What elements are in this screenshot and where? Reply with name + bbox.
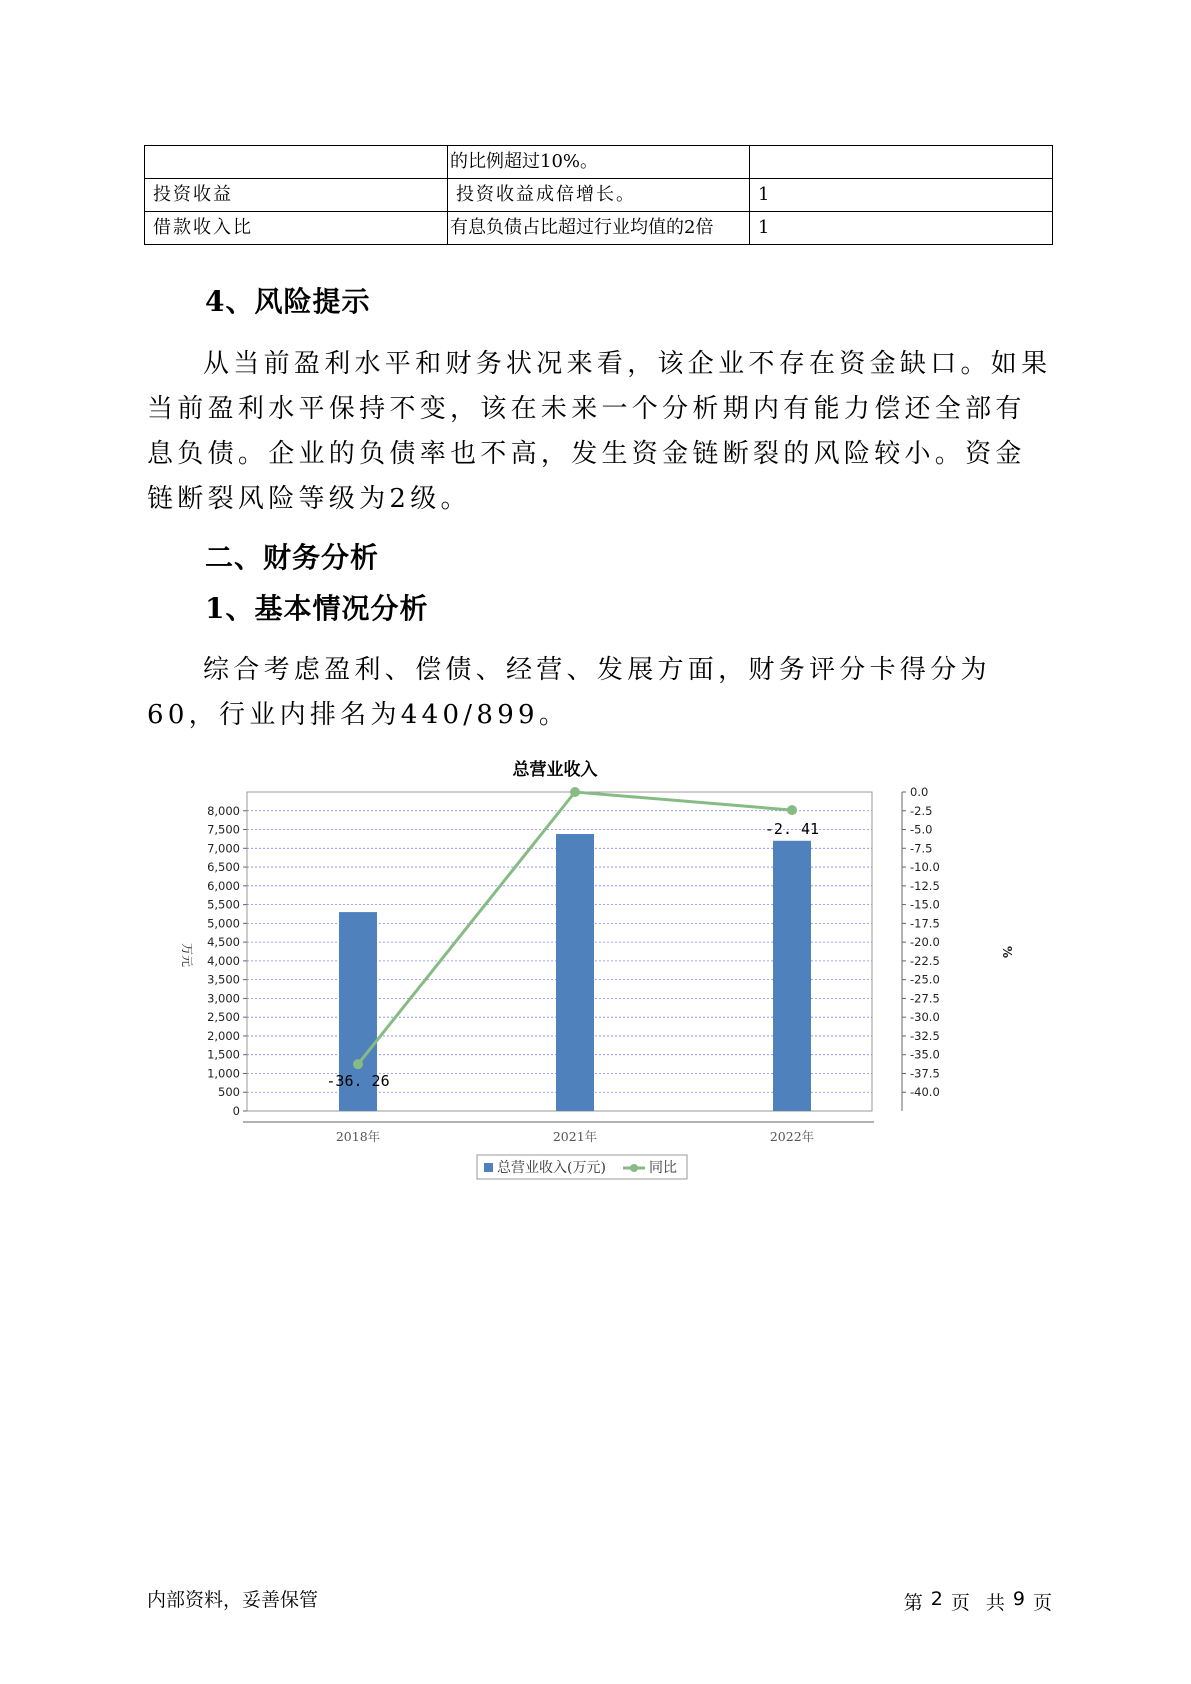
page-prefix: 第 bbox=[903, 1592, 923, 1614]
table-cell: 投资收益成倍增长。 bbox=[448, 179, 750, 212]
yoy-point bbox=[353, 1059, 363, 1069]
y-right-tick-label: -40.0 bbox=[910, 1085, 940, 1100]
yoy-point bbox=[570, 787, 580, 797]
yoy-point bbox=[787, 805, 797, 815]
revenue-bar bbox=[773, 841, 811, 1111]
data-label: -36. 26 bbox=[326, 1072, 390, 1091]
y-tick-label: 500 bbox=[218, 1085, 240, 1100]
y-tick-label: 1,500 bbox=[207, 1047, 240, 1062]
y-right-tick-label: -27.5 bbox=[910, 991, 940, 1006]
y-right-tick-label: -22.5 bbox=[910, 953, 940, 968]
legend-line-marker bbox=[630, 1164, 638, 1172]
page-suffix: 页 bbox=[1032, 1592, 1052, 1614]
table-cell: 投资收益 bbox=[145, 179, 448, 212]
revenue-chart-svg bbox=[175, 760, 1015, 1220]
y-axis-label: 万元 bbox=[180, 942, 194, 968]
legend-line-label: 同比 bbox=[649, 1160, 677, 1176]
table-cell: 借款收入比 bbox=[145, 212, 448, 245]
y-right-tick-label: -7.5 bbox=[910, 841, 933, 856]
y-tick-label: 6,000 bbox=[207, 878, 240, 893]
y-tick-label: 7,500 bbox=[207, 822, 240, 837]
y-right-tick-label: 0.0 bbox=[910, 785, 929, 799]
page-number bbox=[904, 1588, 1052, 1615]
y-right-tick-label: -20.0 bbox=[910, 935, 940, 950]
chart-title: 总营业收入 bbox=[512, 760, 598, 780]
y-right-tick-label: -17.5 bbox=[910, 916, 940, 931]
y-tick-label: 3,500 bbox=[207, 972, 240, 987]
y-right-tick-label: -10.0 bbox=[910, 860, 940, 875]
y-tick-label: 7,000 bbox=[207, 841, 240, 856]
y-right-tick-label: -32.5 bbox=[910, 1028, 940, 1043]
table-cell: 的比例超过10%。 bbox=[448, 146, 750, 179]
y-tick-label: 4,500 bbox=[207, 935, 240, 950]
page-mid: 页 bbox=[950, 1592, 970, 1614]
table-cell: 有息负债占比超过行业均值的2倍 bbox=[448, 212, 750, 245]
data-label: -2. 41 bbox=[764, 820, 820, 839]
y-tick-label: 2,000 bbox=[207, 1028, 240, 1043]
page-total-prefix: 共 bbox=[985, 1592, 1005, 1614]
y-tick-label: 1,000 bbox=[207, 1066, 240, 1081]
legend-bar-swatch bbox=[484, 1163, 493, 1172]
table-cell: 1 bbox=[750, 179, 1053, 212]
y-right-tick-label: -30.0 bbox=[910, 1010, 940, 1025]
table-row bbox=[145, 179, 1053, 212]
y-right-tick-label: -25.0 bbox=[910, 972, 940, 987]
y-right-axis-label: % bbox=[1000, 945, 1014, 959]
confidential-note: 内部资料，妥善保管 bbox=[147, 1589, 319, 1611]
y-tick-label: 0 bbox=[232, 1104, 240, 1118]
y-right-tick-label: -2.5 bbox=[910, 803, 933, 818]
y-right-tick-label: -37.5 bbox=[910, 1066, 940, 1081]
y-tick-label: 4,000 bbox=[207, 953, 240, 968]
x-tick-label: 2021年 bbox=[552, 1129, 598, 1144]
page-current: 2 bbox=[930, 1588, 943, 1610]
y-right-tick-label: -5.0 bbox=[910, 822, 933, 837]
y-right-tick-label: -35.0 bbox=[910, 1047, 940, 1062]
revenue-bar bbox=[556, 834, 594, 1111]
table-cell: 1 bbox=[750, 212, 1053, 245]
y-tick-label: 8,000 bbox=[207, 803, 240, 818]
y-tick-label: 3,000 bbox=[207, 991, 240, 1006]
y-tick-label: 2,500 bbox=[207, 1010, 240, 1025]
y-right-tick-label: -12.5 bbox=[910, 878, 940, 893]
y-tick-label: 5,500 bbox=[207, 897, 240, 912]
risk-heading: 4、风险提示 bbox=[205, 285, 371, 318]
analysis-paragraph: 综合考虑盈利、偿债、经营、发展方面，财务评分卡得分为60，行业内排名为440/899。 bbox=[147, 655, 991, 730]
finance-heading: 二、财务分析 bbox=[205, 541, 380, 574]
table-row bbox=[145, 212, 1053, 245]
table-row bbox=[145, 146, 1053, 179]
x-tick-label: 2022年 bbox=[769, 1129, 815, 1144]
x-tick-label: 2018年 bbox=[335, 1129, 381, 1144]
risk-indicator-table bbox=[144, 145, 1053, 245]
y-tick-label: 5,000 bbox=[207, 916, 240, 931]
y-tick-label: 6,500 bbox=[207, 860, 240, 875]
revenue-chart bbox=[175, 760, 1015, 1220]
y-right-tick-label: -15.0 bbox=[910, 897, 940, 912]
risk-paragraph: 从当前盈利水平和财务状况来看，该企业不存在资金缺口。如果当前盈利水平保持不变，该在未来一个分析期内有能力偿还全部有息负债。企业的负债率也不高，发生资金链断裂的风险较小。资金链断裂风险等级为2级。 bbox=[147, 349, 1052, 514]
table-cell bbox=[145, 146, 448, 179]
page-total: 9 bbox=[1012, 1588, 1025, 1610]
legend-bar-label: 总营业收入(万元) bbox=[497, 1160, 606, 1176]
table-cell bbox=[750, 146, 1053, 179]
basic-analysis-heading: 1、基本情况分析 bbox=[205, 592, 429, 625]
